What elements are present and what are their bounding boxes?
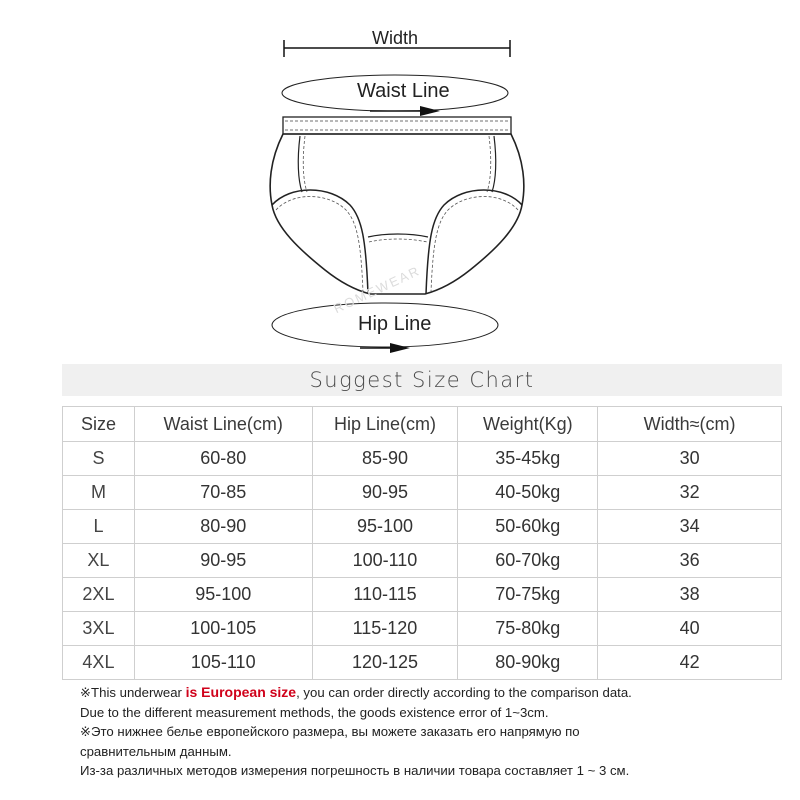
cell-weight: 60-70kg: [458, 544, 598, 578]
cell-size: XL: [63, 544, 135, 578]
table-header-row: [63, 407, 782, 442]
watermark-diagram: ROMEWEAR: [331, 262, 423, 317]
note-prefix: ※This underwear: [80, 685, 186, 700]
cell-size: 4XL: [63, 646, 135, 680]
cell-weight: 70-75kg: [458, 578, 598, 612]
note-line-en-2: Due to the different measurement methods, the goods existence error of 1~3cm.: [80, 704, 549, 720]
cell-waist: 60-80: [134, 442, 312, 476]
table-row: [63, 442, 782, 476]
note-line-ru-3: Из-за различных методов измерения погрешность в наличии товара составляет 1 ~ 3 см.: [80, 763, 630, 779]
cell-hip: 120-125: [312, 646, 458, 680]
table-row: [63, 578, 782, 612]
note-line-ru-1: ※Это нижнее белье европейского размера, вы можете заказать его напрямую по: [80, 724, 580, 740]
cell-width: 34: [598, 510, 782, 544]
cell-waist: 80-90: [134, 510, 312, 544]
header-width: Width≈(cm): [598, 407, 782, 442]
table-row: [63, 646, 782, 680]
header-waist: Waist Line(cm): [134, 407, 312, 442]
hip-line-label: Hip Line: [358, 313, 432, 335]
size-notes: [80, 683, 780, 781]
cell-width: 32: [598, 476, 782, 510]
header-hip: Hip Line(cm): [312, 407, 458, 442]
cell-size: M: [63, 476, 135, 510]
cell-size: L: [63, 510, 135, 544]
header-weight: Weight(Kg): [458, 407, 598, 442]
cell-hip: 95-100: [312, 510, 458, 544]
table-row: [63, 612, 782, 646]
table-row: [63, 544, 782, 578]
cell-waist: 105-110: [134, 646, 312, 680]
arrow-right-icon: [390, 343, 410, 353]
cell-hip: 90-95: [312, 476, 458, 510]
cell-width: 40: [598, 612, 782, 646]
chart-title-band: [62, 364, 782, 396]
note-line-ru-2: сравнительным данным.: [80, 743, 232, 759]
header-size: Size: [63, 407, 135, 442]
underwear-outline-icon: [0, 0, 800, 365]
cell-hip: 85-90: [312, 442, 458, 476]
cell-width: 30: [598, 442, 782, 476]
cell-weight: 75-80kg: [458, 612, 598, 646]
size-diagram: [0, 0, 800, 365]
cell-weight: 80-90kg: [458, 646, 598, 680]
size-table: [62, 406, 782, 680]
cell-size: S: [63, 442, 135, 476]
cell-hip: 110-115: [312, 578, 458, 612]
table-row: [63, 510, 782, 544]
cell-size: 3XL: [63, 612, 135, 646]
cell-waist: 95-100: [134, 578, 312, 612]
note-line-en-1: [80, 683, 780, 703]
cell-weight: 40-50kg: [458, 476, 598, 510]
table-row: [63, 476, 782, 510]
note-suffix: , you can order directly according to the comparison data.: [296, 685, 632, 700]
cell-hip: 115-120: [312, 612, 458, 646]
cell-waist: 100-105: [134, 612, 312, 646]
chart-title: Suggest Size Chart: [309, 368, 535, 392]
cell-width: 42: [598, 646, 782, 680]
cell-waist: 70-85: [134, 476, 312, 510]
cell-hip: 100-110: [312, 544, 458, 578]
european-size-highlight: is European size: [185, 684, 297, 700]
cell-weight: 35-45kg: [458, 442, 598, 476]
cell-width: 38: [598, 578, 782, 612]
cell-size: 2XL: [63, 578, 135, 612]
waist-line-label: Waist Line: [357, 80, 450, 102]
cell-weight: 50-60kg: [458, 510, 598, 544]
cell-waist: 90-95: [134, 544, 312, 578]
cell-width: 36: [598, 544, 782, 578]
width-label: Width: [372, 28, 419, 48]
